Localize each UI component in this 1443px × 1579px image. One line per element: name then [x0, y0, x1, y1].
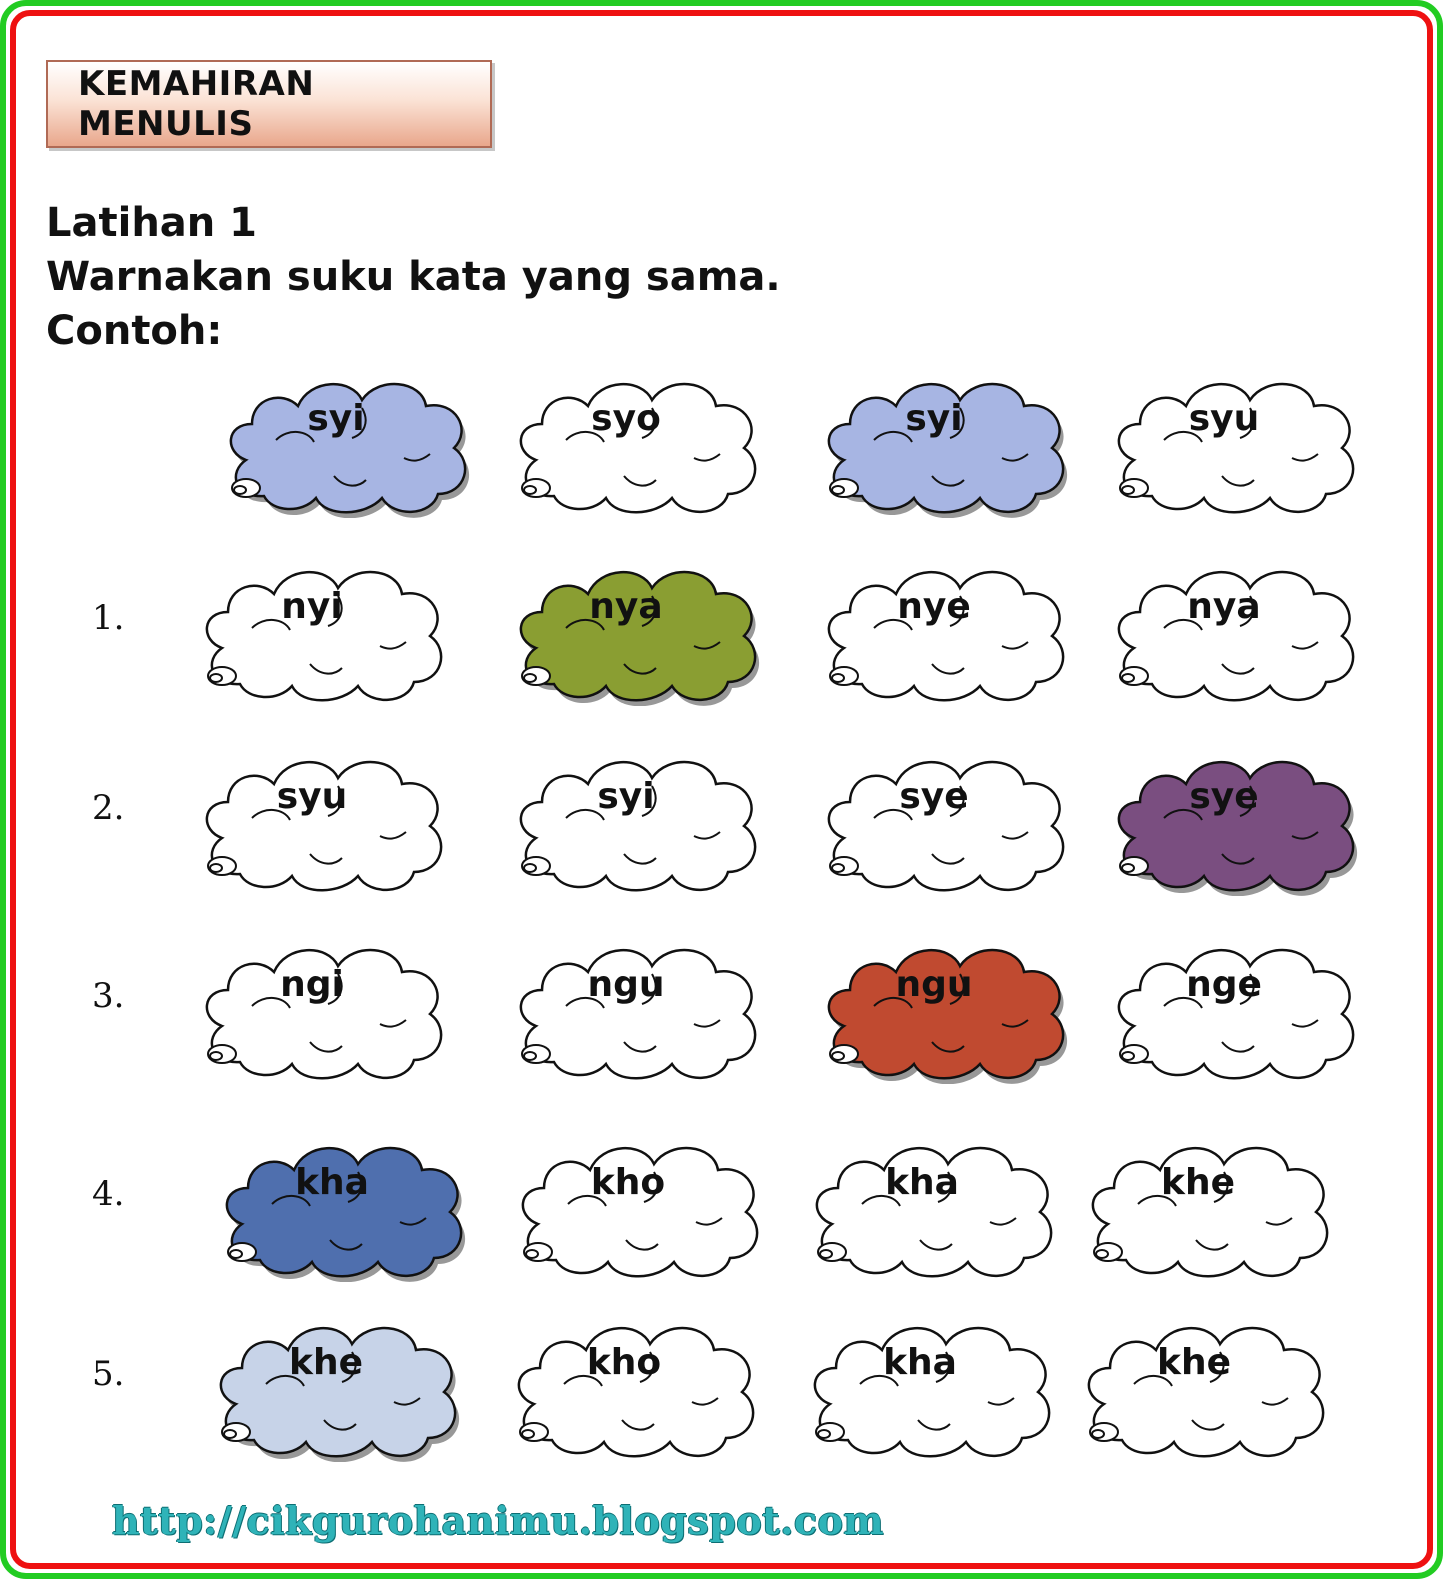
cloud-shape-icon — [506, 556, 766, 706]
cloud-shape-icon — [1104, 746, 1364, 896]
section-label-text: KEMAHIRAN MENULIS — [78, 64, 315, 144]
row-number: 5. — [92, 1354, 125, 1394]
row-number: 1. — [92, 598, 125, 638]
cloud-shape-icon — [814, 368, 1074, 518]
cloud-syllable-text: kho — [590, 1162, 666, 1203]
cloud-shape-icon — [800, 1312, 1060, 1462]
syllable-cloud[interactable] — [814, 368, 1074, 518]
syllable-cloud[interactable] — [506, 934, 766, 1084]
cloud-shape-icon — [504, 1312, 764, 1462]
cloud-syllable-text: khe — [289, 1342, 363, 1383]
section-label — [46, 60, 492, 148]
cloud-shape-icon — [192, 746, 452, 896]
cloud-shape-icon — [814, 746, 1074, 896]
syllable-cloud[interactable] — [506, 368, 766, 518]
syllable-cloud[interactable] — [814, 934, 1074, 1084]
syllable-cloud[interactable] — [504, 1312, 764, 1462]
syllable-cloud[interactable] — [212, 1132, 472, 1282]
syllable-cloud[interactable] — [814, 746, 1074, 896]
cloud-syllable-text: nya — [1187, 586, 1261, 627]
cloud-shape-icon — [802, 1132, 1062, 1282]
cloud-shape-icon — [506, 746, 766, 896]
cloud-syllable-text: kho — [586, 1342, 662, 1383]
cloud-syllable-text: khe — [1157, 1342, 1231, 1383]
cloud-shape-icon — [1078, 1132, 1338, 1282]
syllable-cloud[interactable] — [800, 1312, 1060, 1462]
syllable-cloud[interactable] — [192, 934, 452, 1084]
cloud-shape-icon — [212, 1132, 472, 1282]
cloud-shape-icon — [1074, 1312, 1334, 1462]
cloud-shape-icon — [1104, 556, 1364, 706]
cloud-syllable-text: kha — [883, 1342, 957, 1383]
cloud-shape-icon — [508, 1132, 768, 1282]
cloud-syllable-text: ngi — [280, 964, 344, 1005]
syllable-cloud[interactable] — [216, 368, 476, 518]
syllable-cloud[interactable] — [802, 1132, 1062, 1282]
cloud-syllable-text: sye — [899, 776, 969, 817]
row-number: 3. — [92, 976, 125, 1016]
cloud-shape-icon — [216, 368, 476, 518]
syllable-cloud[interactable] — [814, 556, 1074, 706]
cloud-shape-icon — [206, 1312, 466, 1462]
cloud-shape-icon — [192, 934, 452, 1084]
syllable-cloud[interactable] — [192, 746, 452, 896]
syllable-cloud[interactable] — [506, 556, 766, 706]
cloud-syllable-text: ngu — [587, 964, 665, 1005]
cloud-shape-icon — [506, 934, 766, 1084]
row-number: 4. — [92, 1174, 125, 1214]
cloud-syllable-text: kha — [295, 1162, 369, 1203]
cloud-syllable-text: kha — [885, 1162, 959, 1203]
example-label: Contoh: — [46, 308, 223, 354]
cloud-syllable-text: syi — [597, 776, 655, 817]
cloud-syllable-text: syi — [307, 398, 365, 439]
syllable-cloud[interactable] — [192, 556, 452, 706]
cloud-shape-icon — [814, 934, 1074, 1084]
syllable-cloud[interactable] — [1104, 746, 1364, 896]
row-number: 2. — [92, 788, 125, 828]
cloud-syllable-text: ngu — [895, 964, 973, 1005]
syllable-cloud[interactable] — [508, 1132, 768, 1282]
cloud-syllable-text: syi — [905, 398, 963, 439]
cloud-syllable-text: sye — [1189, 776, 1259, 817]
cloud-syllable-text: khe — [1161, 1162, 1235, 1203]
cloud-syllable-text: syu — [1188, 398, 1260, 439]
cloud-syllable-text: syu — [276, 776, 348, 817]
exercise-title: Latihan 1 — [46, 200, 258, 246]
cloud-syllable-text: nyi — [281, 586, 343, 627]
cloud-syllable-text: nye — [897, 586, 971, 627]
syllable-cloud[interactable] — [1104, 934, 1364, 1084]
cloud-syllable-text: syo — [591, 398, 661, 439]
syllable-cloud[interactable] — [206, 1312, 466, 1462]
cloud-shape-icon — [1104, 368, 1364, 518]
cloud-shape-icon — [814, 556, 1074, 706]
syllable-cloud[interactable] — [506, 746, 766, 896]
syllable-cloud[interactable] — [1104, 368, 1364, 518]
syllable-cloud[interactable] — [1104, 556, 1364, 706]
footer-url[interactable]: http://cikgurohanimu.blogspot.com — [112, 1498, 885, 1543]
syllable-cloud[interactable] — [1078, 1132, 1338, 1282]
cloud-syllable-text: nge — [1186, 964, 1262, 1005]
instruction-text: Warnakan suku kata yang sama. — [46, 254, 781, 300]
cloud-shape-icon — [506, 368, 766, 518]
cloud-syllable-text: nya — [589, 586, 663, 627]
cloud-shape-icon — [192, 556, 452, 706]
cloud-shape-icon — [1104, 934, 1364, 1084]
syllable-cloud[interactable] — [1074, 1312, 1334, 1462]
